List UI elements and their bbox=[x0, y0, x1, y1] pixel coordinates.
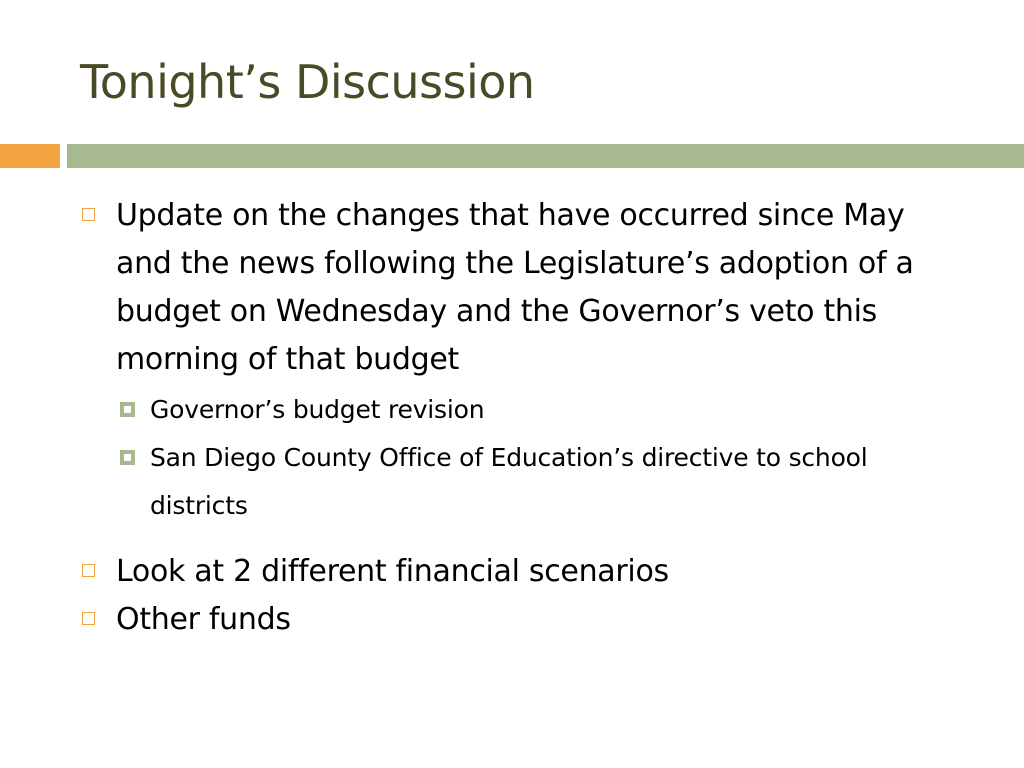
sub-bullet-item bbox=[116, 386, 962, 434]
bullet-item bbox=[82, 548, 962, 596]
hollow-square-icon bbox=[82, 208, 95, 221]
sub-bullet-list bbox=[116, 386, 962, 530]
sub-bullet-text: Governor’s budget revision bbox=[150, 395, 485, 424]
slide-title: Tonight’s Discussion bbox=[80, 55, 535, 109]
hollow-square-icon bbox=[82, 612, 95, 625]
bullet-list bbox=[82, 192, 962, 644]
filled-square-bullet-icon bbox=[120, 450, 135, 465]
sub-bullet-text: San Diego County Office of Education’s directive to school districts bbox=[150, 443, 868, 520]
title-underline-bar bbox=[67, 144, 1024, 168]
sub-bullet-item bbox=[116, 434, 962, 530]
bullet-text: Look at 2 different financial scenarios bbox=[116, 554, 669, 589]
bullet-item bbox=[82, 596, 962, 644]
accent-bar bbox=[0, 144, 60, 168]
bullet-item bbox=[82, 192, 962, 384]
bullet-text: Update on the changes that have occurred since May and the news following the Legislature’s adoption of a budget on Wednesday and the Governor’s veto this morning of that budget bbox=[116, 198, 914, 377]
hollow-square-icon bbox=[82, 564, 95, 577]
bullet-text: Other funds bbox=[116, 602, 291, 637]
filled-square-bullet-icon bbox=[120, 402, 135, 417]
